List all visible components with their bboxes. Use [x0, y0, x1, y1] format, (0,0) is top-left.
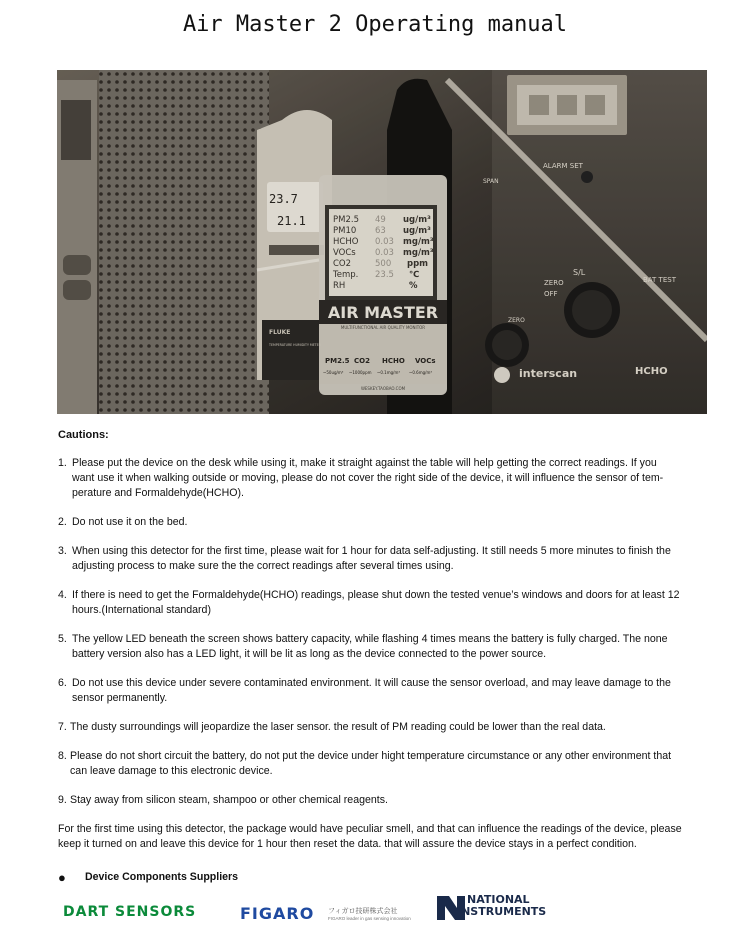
ni-line1: NATIONAL	[467, 893, 530, 906]
caution-number: 5.	[58, 633, 67, 645]
sensor-label: CO2	[354, 357, 370, 365]
meter-caption: TEMPERATURE HUMIDITY METER	[269, 343, 321, 347]
caution-line: battery version also has a LED light, it will be lit as long as the device connected to the power source.	[72, 648, 547, 660]
panel-label: ALARM SET	[543, 162, 583, 170]
caution-number: 6.	[58, 677, 67, 689]
device-row-name: CO2	[333, 259, 352, 269]
caution-item	[58, 676, 708, 706]
device-brand: AIR MASTER	[327, 303, 439, 322]
device-row-name: Temp.	[333, 270, 359, 280]
caution-item	[58, 720, 708, 735]
caution-item	[58, 456, 708, 501]
figaro-japanese-name: フィガロ技研株式会社	[328, 908, 398, 915]
caution-line: Please put the device on the desk while using it, make it straight against the table will help getting the correct readings. If you	[72, 457, 657, 469]
caution-line: can leave damage to this electronic device.	[70, 765, 273, 777]
device-row-name: PM10	[333, 226, 357, 236]
panel-label: SPAN	[483, 178, 499, 185]
caution-line: hours.(International standard)	[72, 604, 211, 616]
dart-sensors-logo: DART SENSORS	[63, 904, 197, 920]
meter-reading: 21.1	[277, 214, 306, 228]
device-url: WESKEY.TAOBAO.COM	[360, 386, 406, 391]
device-row-value: 63	[375, 226, 386, 236]
paragraph-line: For the first time using this detector, the package would have peculiar smell, and that can influence the readings of the device, please	[58, 823, 682, 835]
device-row-unit: %	[409, 281, 418, 291]
caution-number: 2.	[58, 516, 67, 528]
device-row-name: RH	[333, 281, 346, 291]
device-row-value: 500	[375, 259, 392, 269]
caution-line: Do not use this device under severe contaminated environment. It will cause the sensor overload, and may leave damage to the	[72, 677, 671, 689]
panel-label: ZERO	[544, 279, 564, 287]
device-row-value: 49	[375, 215, 386, 225]
device-subtitle: MULTIFUNCTIONAL AIR QUALITY MONITOR	[340, 325, 426, 330]
page-title: Air Master 2 Operating manual	[182, 12, 568, 37]
sensor-label: VOCs	[415, 357, 436, 365]
caution-line: The dusty surroundings will jeopardize the laser sensor. the result of PM reading could be lower than the real data.	[70, 721, 606, 733]
panel-label: OFF	[544, 290, 558, 298]
device-row-name: HCHO	[333, 237, 359, 247]
device-row-value: 23.5	[375, 270, 394, 280]
device-row-value: 0.03	[375, 248, 394, 258]
caution-number: 4.	[58, 589, 67, 601]
device-row-unit: ℃	[409, 270, 420, 280]
device-row-unit: mg/m³	[403, 248, 434, 258]
device-row-unit: ug/m³	[403, 215, 431, 225]
caution-item	[58, 544, 708, 574]
closing-paragraph	[58, 822, 708, 852]
sensor-label: HCHO	[382, 357, 405, 365]
sensor-range: ~0.6mg/m³	[409, 370, 432, 375]
caution-line: When using this detector for the first time, please wait for 1 hour for data self-adjusting. It still needs 5 more minutes to finish the	[72, 545, 671, 557]
figaro-logo: FIGARO	[240, 904, 315, 923]
caution-line: perature and Formaldehyde(HCHO).	[72, 487, 244, 499]
cautions-heading: Cautions:	[58, 429, 109, 441]
device-row-unit: mg/m³	[403, 237, 434, 247]
ni-line2: INSTRUMENTS	[457, 905, 547, 918]
caution-number: 3.	[58, 545, 67, 557]
caution-line: want use it when walking outside or moving, please do not cover the right side of the device, it will influence the sensor of tem-	[72, 472, 664, 484]
bullet-icon: ●	[58, 870, 66, 885]
caution-item	[58, 749, 708, 779]
caution-item	[58, 515, 708, 530]
caution-line: Please do not short circuit the battery, do not put the device under hight temperature circumstance or any other environment that	[70, 750, 672, 762]
panel-label: ZERO	[508, 317, 525, 324]
caution-number: 9.	[58, 794, 67, 806]
panel-gas: HCHO	[635, 366, 668, 377]
caution-number: 8.	[58, 750, 67, 762]
caution-item	[58, 588, 708, 618]
device-row-value: 0.03	[375, 237, 394, 247]
figaro-tagline: FIGARO leader in gas sensing innovation	[328, 916, 411, 921]
paragraph-line: keep it turned on and leave this device for 1 hour then reset the data. that will assure the device stays in a perfect condition.	[58, 838, 637, 850]
suppliers-heading: Device Components Suppliers	[85, 871, 239, 883]
sensor-range: ~50ug/m³	[323, 370, 344, 375]
sensor-label: PM2.5	[325, 357, 350, 365]
device-row-name: VOCs	[333, 248, 356, 258]
caution-line: Stay away from silicon steam, shampoo or other chemical reagents.	[70, 794, 388, 806]
meter-reading: 23.7	[269, 192, 298, 206]
device-row-unit: ppm	[407, 259, 429, 269]
caution-line: The yellow LED beneath the screen shows battery capacity, while flashing 4 times means the battery is fully charged. The none	[72, 633, 668, 645]
sensor-range: ~1000ppm	[349, 370, 372, 375]
caution-line: If there is need to get the Formaldehyde(HCHO) readings, please shut down the tested venue’s windows and doors for at least 12	[72, 589, 680, 601]
sensor-range: ~0.1mg/m³	[377, 370, 400, 375]
panel-label: BAT TEST	[643, 276, 676, 284]
device-row-unit: ug/m³	[403, 226, 431, 236]
caution-item	[58, 793, 708, 808]
caution-line: sensor permanently.	[72, 692, 168, 704]
meter-brand: FLUKE	[269, 329, 291, 336]
caution-line: adjusting process to make sure the the correct readings after several times using.	[72, 560, 454, 572]
caution-item	[58, 632, 708, 662]
caution-line: Do not use it on the bed.	[72, 516, 188, 528]
caution-number: 1.	[58, 457, 67, 469]
national-instruments-logo	[435, 892, 565, 926]
panel-label: S/L	[573, 268, 586, 277]
product-photo	[57, 70, 707, 414]
caution-number: 7.	[58, 721, 67, 733]
device-row-name: PM2.5	[333, 215, 359, 225]
panel-brand: interscan	[519, 367, 578, 380]
